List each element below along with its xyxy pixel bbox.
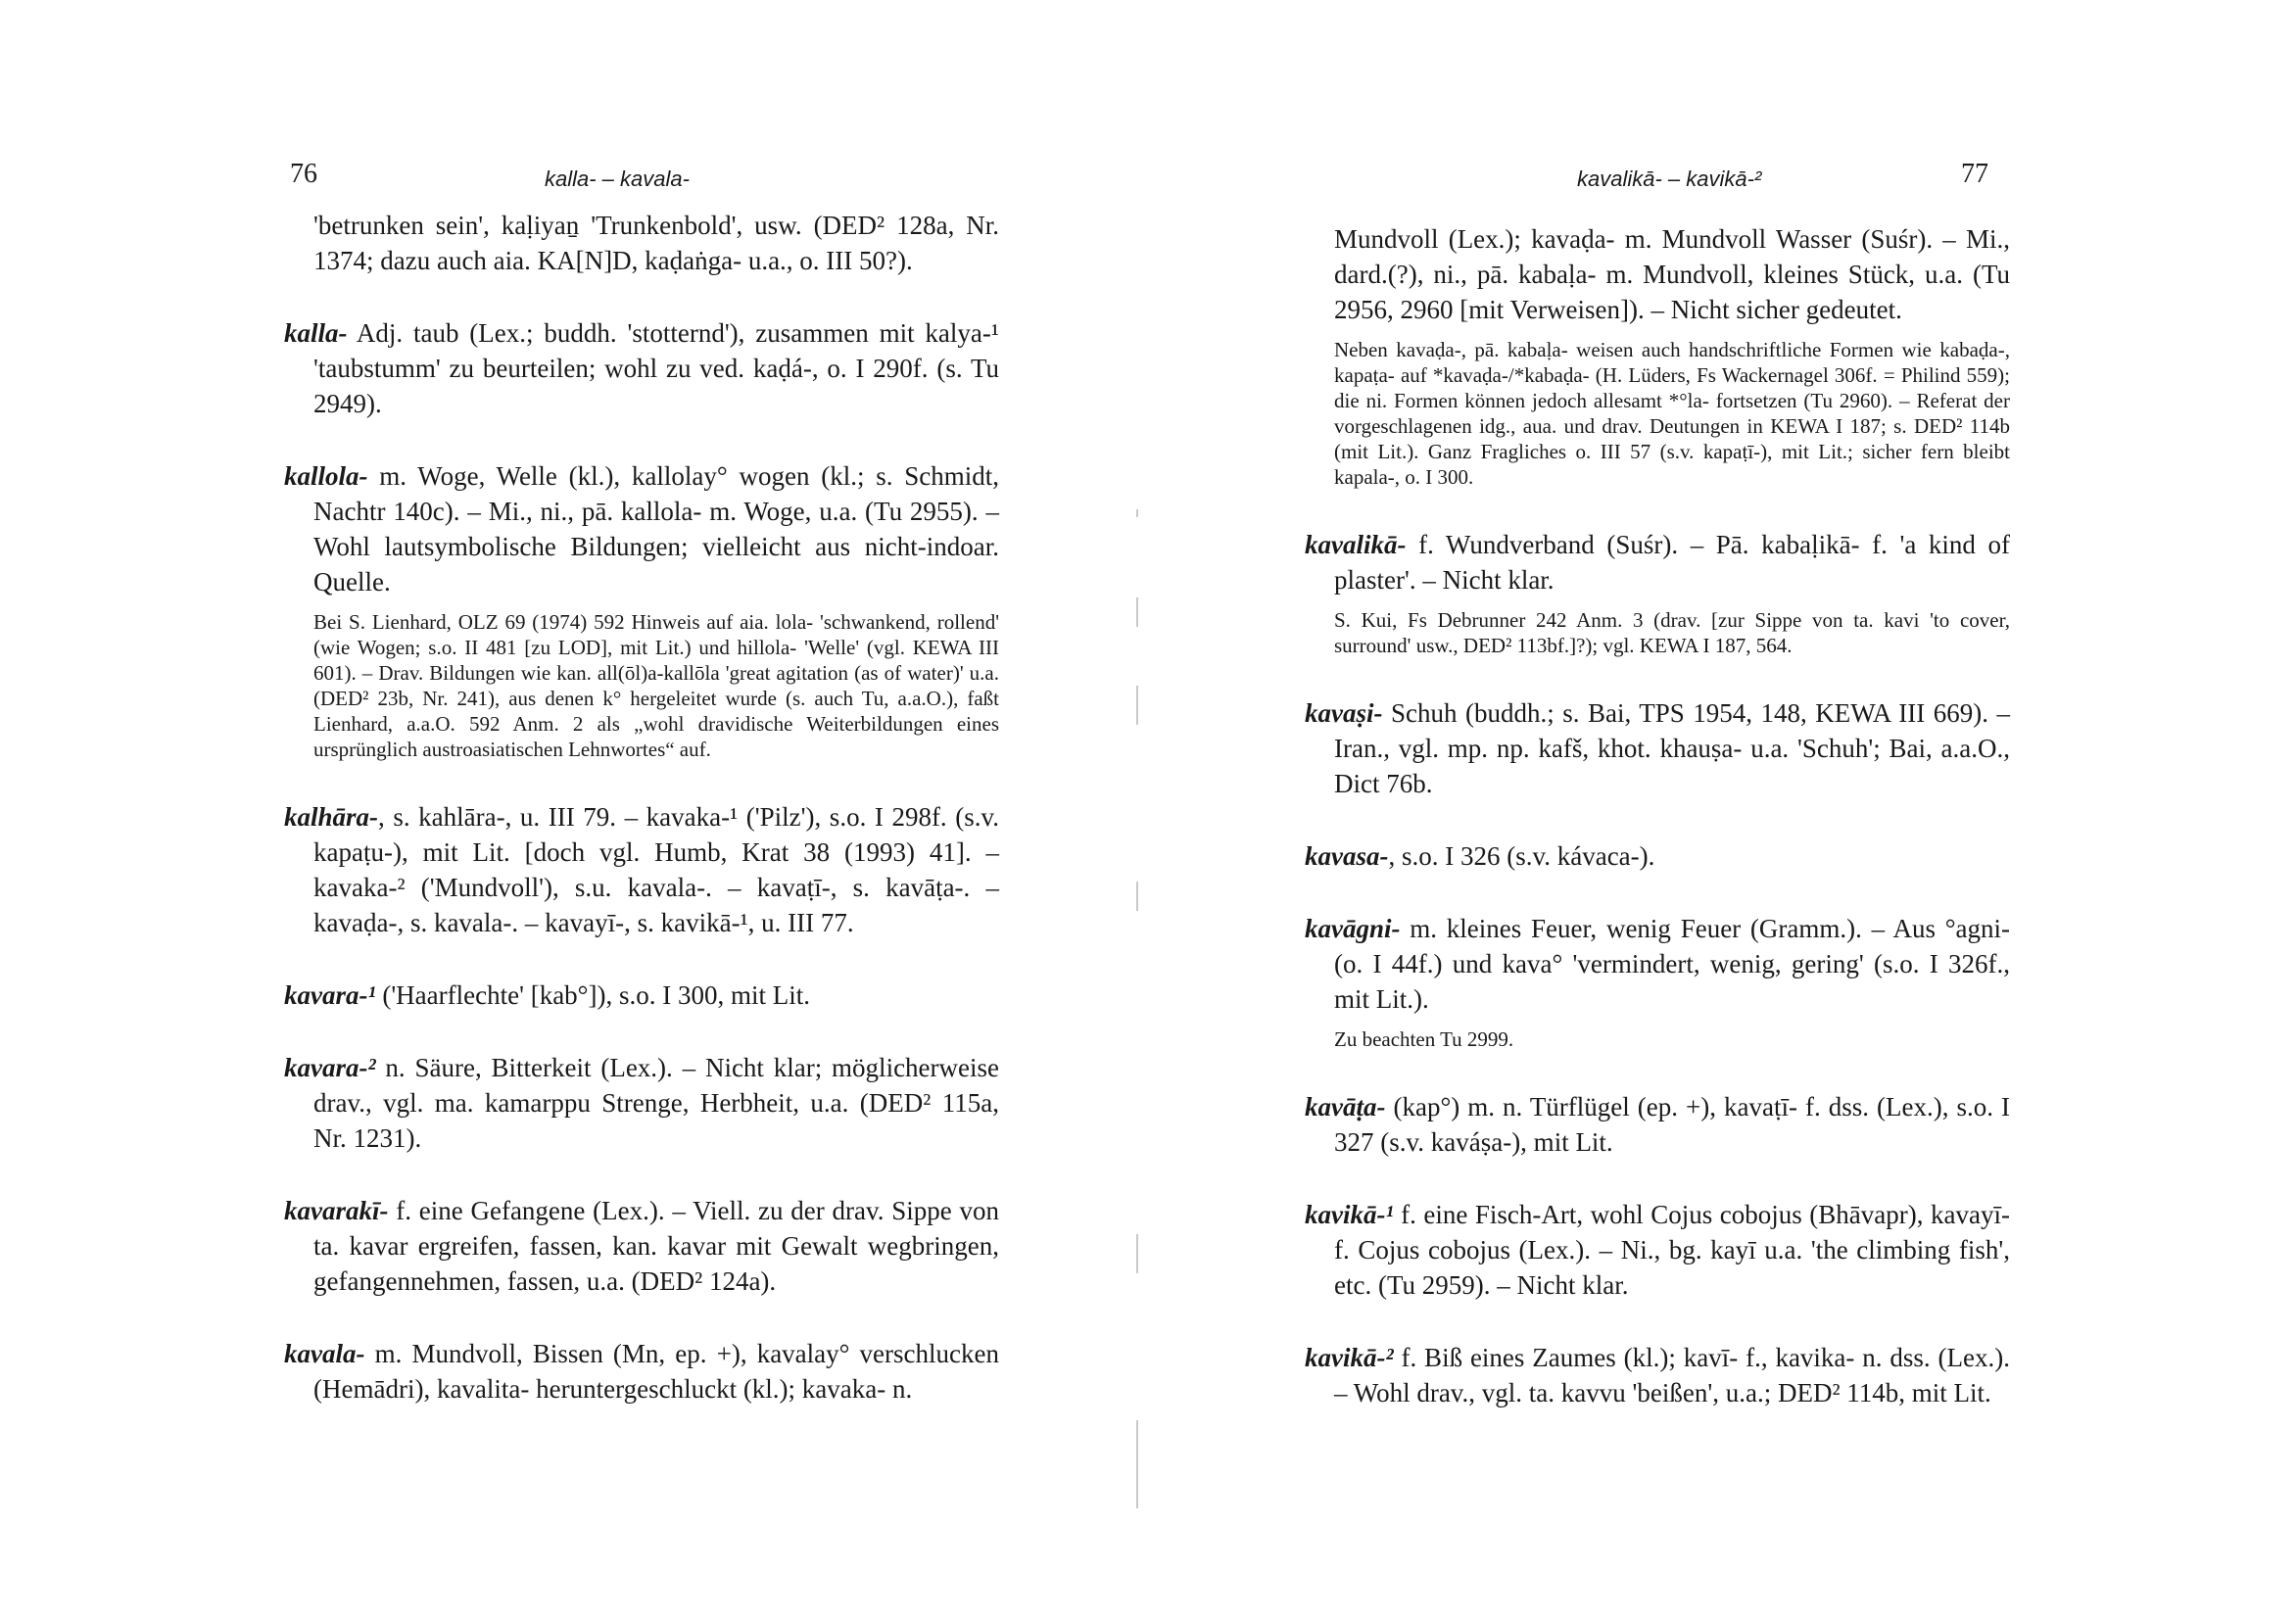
page-number: 76 bbox=[290, 159, 317, 189]
entry-text: Mundvoll (Lex.); kavaḍa- m. Mundvoll Wasser (Suśr). – Mi., dard.(?), ni., pā. kabaḷa- m. Mundvoll, kleines Stück, u.a. (Tu 2956, 2960 [mit Verweisen]). – Nicht sicher gedeutet. bbox=[1334, 224, 2010, 324]
running-head: kalla- – kavala- bbox=[545, 167, 690, 191]
entry-text: ('Haarflechte' [kab°]), s.o. I 300, mit Lit. bbox=[375, 980, 810, 1010]
page-number: 77 bbox=[1961, 159, 1988, 189]
dictionary-entry bbox=[284, 458, 999, 599]
entry-lemma: kalla- bbox=[284, 318, 348, 348]
entry-note: Zu beachten Tu 2999. bbox=[1334, 1027, 1514, 1051]
entry-text: (kap°) m. n. Türflügel (ep. +), kavaṭī- f. dss. (Lex.), s.o. I 327 (s.v. kaváṣa-), mit Lit. bbox=[1334, 1092, 2010, 1157]
dictionary-entry bbox=[1305, 1089, 2010, 1160]
entry-lemma: kallola- bbox=[284, 461, 368, 491]
entry-lemma: kavala- bbox=[284, 1339, 365, 1368]
dictionary-entry bbox=[1305, 838, 2010, 874]
entry-note: S. Kui, Fs Debrunner 242 Anm. 3 (drav. [zur Sippe von ta. kavi 'to cover, surround' usw., DED² 113bf.]?); vgl. KEWA I 187, 564. bbox=[1334, 608, 2010, 657]
entry-note: Neben kavaḍa-, pā. kabaḷa- weisen auch handschriftliche Formen wie kabaḍa-, kapaṭa- auf *kavaḍa-/*kabaḍa- (H. Lüders, Fs Wackernagel 306f. = Philind 559); die ni. Formen können jedoch allesamt *°la- fortsetzen (Tu 2960). – Referat der vorgeschlagenen idg., aua. und drav. Deutungen in KEWA I 187; s. DED² 114b (mit Lit.). Ganz Fragliches o. III 57 (s.v. kapaṭī-), mit Lit.; sicher fern bleibt kapala-, o. I 300. bbox=[1334, 338, 2010, 489]
running-head: kavalikā- – kavikā-² bbox=[1577, 167, 1762, 191]
dictionary-entry bbox=[284, 1336, 999, 1407]
dictionary-entry bbox=[284, 208, 999, 278]
entry-text: , s. kahlāra-, u. III 79. – kavaka-¹ ('Pilz'), s.o. I 298f. (s.v. kapaṭu-), mit Lit. [doch vgl. Humb, Krat 38 (1993) 41]. – kavaka-² ('Mundvoll'), s.u. kavala-. – kavaṭī-, s. kavāṭa-. – kavaḍa-, s. kavala-. – kavayī-, s. kavikā-¹, u. III 77. bbox=[313, 802, 999, 937]
dictionary-entry bbox=[284, 315, 999, 421]
entry-lemma: kavaṣi- bbox=[1305, 698, 1383, 728]
entry-lemma: kavāgni- bbox=[1305, 914, 1401, 943]
entry-text: , s.o. I 326 (s.v. kávaca-). bbox=[1388, 841, 1655, 871]
entry-lemma: kavikā-¹ bbox=[1305, 1200, 1394, 1229]
gutter-mark bbox=[1136, 1234, 1138, 1273]
gutter-mark bbox=[1136, 686, 1138, 725]
gutter-mark bbox=[1136, 1420, 1138, 1508]
entry-lemma: kavikā-² bbox=[1305, 1343, 1394, 1372]
entry-text: f. eine Gefangene (Lex.). – Viell. zu der drav. Sippe von ta. kavar ergreifen, fassen, kan. kavar mit Gewalt wegbringen, gefangennehmen, fassen, u.a. (DED² 124a). bbox=[313, 1196, 999, 1296]
entry-note: Bei S. Lienhard, OLZ 69 (1974) 592 Hinweis auf aia. lola- 'schwankend, rollend' (wie Wogen; s.o. II 481 [zu LOD], mit Lit.) und hillola- 'Welle' (vgl. KEWA III 601). – Drav. Bildungen wie kan. all(ōl)a-kallōla 'great agitation (as of water)' u.a. (DED² 23b, Nr. 241), aus denen k° hergeleitet wurde (s. auch Tu, a.a.O.), faßt Lienhard, a.a.O. 592 Anm. 2 als „wohl dravidische Weiterbildungen eines ursprünglich austroasiatischen Lehnwortes“ auf. bbox=[313, 610, 999, 761]
entry-lemma: kavara-¹ bbox=[284, 980, 376, 1010]
left-column bbox=[284, 208, 999, 1444]
entry-text: Adj. taub (Lex.; buddh. 'stotternd'), zusammen mit kalya-¹ 'taubstumm' zu beurteilen; wohl zu ved. kaḍá-, o. I 290f. (s. Tu 2949). bbox=[313, 318, 999, 418]
entry-text: Schuh (buddh.; s. Bai, TPS 1954, 148, KEWA III 669). – Iran., vgl. mp. np. kafš, khot. khauṣa- u.a. 'Schuh'; Bai, a.a.O., Dict 76b. bbox=[1334, 698, 2010, 798]
entry-lemma: kalhāra- bbox=[284, 802, 379, 832]
gutter-mark bbox=[1136, 509, 1138, 517]
dictionary-entry bbox=[284, 1050, 999, 1156]
entry-lemma: kavara-² bbox=[284, 1053, 376, 1082]
entry-lemma: kavarakī- bbox=[284, 1196, 389, 1225]
dictionary-entry bbox=[1305, 695, 2010, 801]
dictionary-entry bbox=[1305, 221, 2010, 327]
entry-lemma: kavasa- bbox=[1305, 841, 1389, 871]
dictionary-entry bbox=[284, 1193, 999, 1299]
entry-text: n. Säure, Bitterkeit (Lex.). – Nicht klar; möglicherweise drav., vgl. ma. kamarppu Strenge, Herbheit, u.a. (DED² 115a, Nr. 1231). bbox=[313, 1053, 999, 1153]
right-page bbox=[1148, 0, 2296, 1622]
dictionary-entry bbox=[284, 799, 999, 940]
entry-text: m. kleines Feuer, wenig Feuer (Gramm.). – Aus °agni- (o. I 44f.) und kava° 'vermindert, wenig, gering' (s.o. I 326f., mit Lit.). bbox=[1334, 914, 2010, 1014]
entry-lemma: kavalikā- bbox=[1305, 530, 1407, 559]
dictionary-entry bbox=[1305, 1340, 2010, 1410]
entry-lemma: kavāṭa- bbox=[1305, 1092, 1386, 1121]
entry-text: f. eine Fisch-Art, wohl Cojus cobojus (Bhāvapr), kavayī- f. Cojus cobojus (Lex.). – Ni., bg. kayī u.a. 'the climbing fish', etc. (Tu 2959). – Nicht klar. bbox=[1334, 1200, 2010, 1300]
gutter-mark bbox=[1136, 882, 1138, 911]
dictionary-entry bbox=[1305, 1197, 2010, 1303]
dictionary-entry bbox=[1305, 911, 2010, 1017]
entry-text: 'betrunken sein', kaḷiyaṉ 'Trunkenbold', usw. (DED² 128a, Nr. 1374; dazu auch aia. KA[N]D, kaḍaṅga- u.a., o. III 50?). bbox=[313, 211, 999, 275]
right-column bbox=[1305, 221, 2010, 1448]
dictionary-entry bbox=[1305, 527, 2010, 597]
entry-text: f. Biß eines Zaumes (kl.); kavī- f., kavika- n. dss. (Lex.). – Wohl drav., vgl. ta. kavvu 'beißen', u.a.; DED² 114b, mit Lit. bbox=[1334, 1343, 2010, 1407]
dictionary-entry bbox=[284, 978, 999, 1013]
entry-text: f. Wundverband (Suśr). – Pā. kabaḷikā- f. 'a kind of plaster'. – Nicht klar. bbox=[1334, 530, 2010, 595]
entry-text: m. Woge, Welle (kl.), kallolay° wogen (kl.; s. Schmidt, Nachtr 140c). – Mi., ni., pā. kallola- m. Woge, u.a. (Tu 2955). – Wohl lautsymbolische Bildungen; vielleicht aus nicht-indoar. Quelle. bbox=[313, 461, 999, 596]
gutter-mark bbox=[1136, 597, 1138, 627]
entry-text: m. Mundvoll, Bissen (Mn, ep. +), kavalay° verschlucken (Hemādri), kavalita- heruntergeschluckt (kl.); kavaka- n. bbox=[313, 1339, 999, 1404]
